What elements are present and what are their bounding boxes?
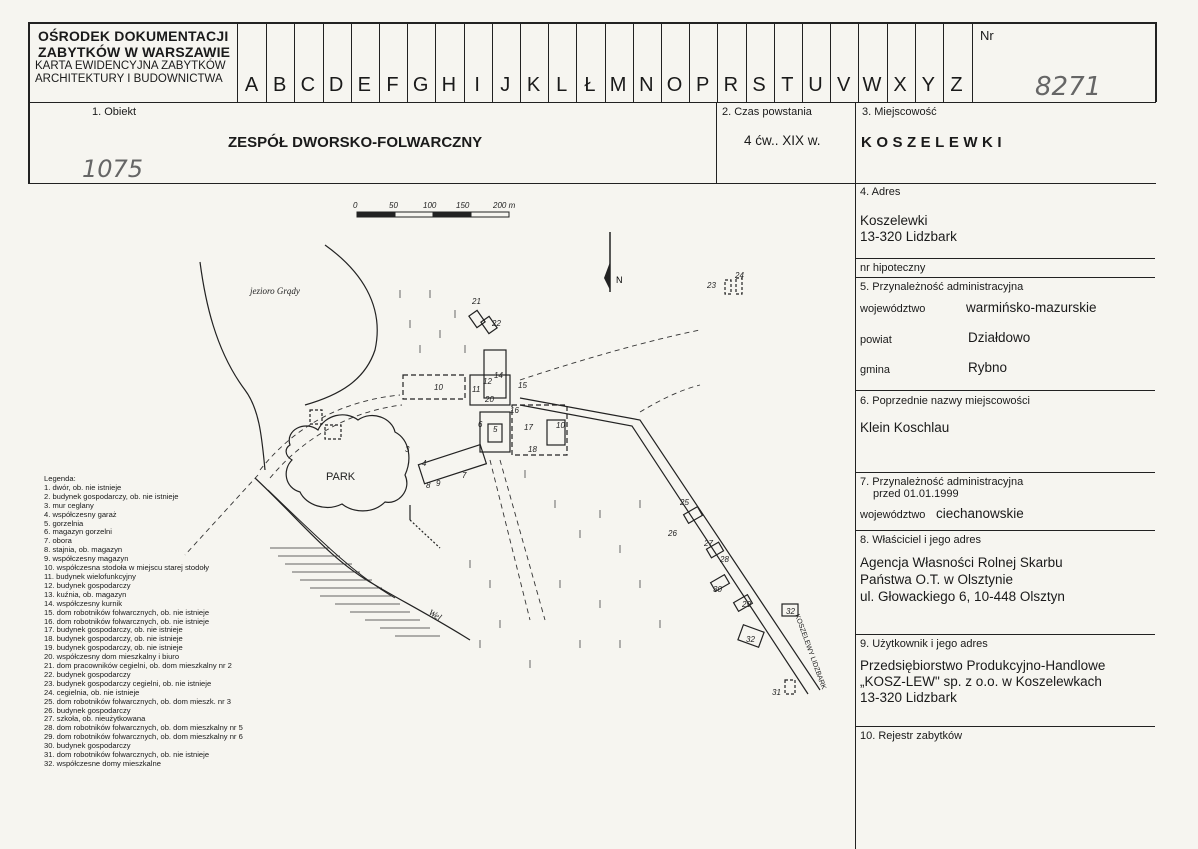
- legend-item: 25. dom robotników folwarcznych, ob. dom mieszk. nr 3: [44, 696, 231, 706]
- field5-label: 5. Przynależność administracyjna: [860, 281, 1024, 293]
- svg-text:26: 26: [668, 529, 677, 538]
- legend-item: 14. współczesny kurnik: [44, 598, 123, 608]
- field7-label-line1: 7. Przynależność administracyjna: [860, 476, 1024, 488]
- park-label: PARK: [326, 471, 356, 483]
- object-handwritten-number: 1075: [82, 155, 144, 183]
- prior-voivodeship-value: ciechanowskie: [936, 506, 1024, 521]
- index-letter-24: X: [893, 74, 907, 96]
- divider-4b: [855, 277, 1155, 278]
- index-letter-21: U: [808, 74, 823, 96]
- legend-item: 11. budynek wielofunkcyjny: [44, 571, 136, 581]
- address-line2: 13-320 Lidzbark: [860, 229, 957, 244]
- svg-text:7: 7: [462, 471, 467, 480]
- index-letter-16: O: [666, 74, 683, 96]
- svg-text:22: 22: [492, 319, 501, 328]
- legend-item: 24. cegielnia, ob. nie istnieje: [44, 687, 140, 697]
- index-letter-9: I: [474, 74, 480, 96]
- svg-text:5: 5: [493, 425, 498, 434]
- commune-value: Rybno: [968, 360, 1008, 375]
- letter-divider: [943, 22, 944, 103]
- index-letter-15: N: [639, 74, 654, 96]
- index-letter-5: E: [357, 74, 371, 96]
- legend-item: 22. budynek gospodarczy: [44, 669, 131, 679]
- legend-item: 1. dwór, ob. nie istnieje: [44, 482, 122, 492]
- field1-label: 1. Obiekt: [92, 106, 137, 118]
- legend-item: 9. współczesny magazyn: [44, 554, 129, 564]
- address-line1: Koszelewki: [860, 213, 928, 228]
- svg-text:12: 12: [483, 377, 492, 386]
- field6-label: 6. Poprzednie nazwy miejscowości: [860, 395, 1030, 407]
- svg-text:24: 24: [735, 271, 744, 280]
- divider-7: [855, 530, 1155, 531]
- voivodeship-label: województwo: [860, 303, 926, 315]
- index-letter-11: K: [526, 74, 541, 96]
- field4-label: 4. Adres: [860, 186, 901, 198]
- divider-5: [855, 390, 1155, 391]
- field7-label-line2: przed 01.01.1999: [873, 488, 959, 500]
- legend-items: [44, 484, 243, 769]
- svg-text:27: 27: [704, 539, 713, 548]
- legend-item: 31. dom robotników folwarcznych, ob. nie istnieje: [44, 750, 210, 760]
- index-letter-22: V: [837, 74, 851, 96]
- index-letter-26: Z: [950, 74, 963, 96]
- map-legend: [44, 475, 243, 769]
- river-label: Wel: [427, 607, 444, 623]
- legend-item: 32. współczesne domy mieszkalne: [44, 759, 161, 768]
- legend-item: 29. dom robotników folwarcznych, ob. dom mieszkalny nr 6: [44, 732, 243, 742]
- legend-item: 10. współczesna stodoła w miejscu starej stodoły: [44, 563, 210, 573]
- svg-text:18: 18: [528, 445, 537, 454]
- institution-line1: OŚRODEK DOKUMENTACJI: [38, 28, 229, 44]
- index-letter-19: S: [752, 74, 766, 96]
- scale-bar: [357, 212, 509, 217]
- road-label: KOSZELEWY LIDZBARK: [793, 613, 827, 691]
- locality: KOSZELEWKI: [861, 134, 1006, 151]
- svg-text:30: 30: [713, 585, 722, 594]
- legend-item: 18. budynek gospodarczy, ob. nie istnieje: [44, 634, 183, 644]
- scale-label-100: 100: [423, 201, 437, 210]
- legend-item: 13. kuźnia, ob. magazyn: [44, 589, 127, 599]
- legend-item: 27. szkoła, ob. nieużytkowana: [44, 714, 146, 724]
- svg-text:32: 32: [786, 607, 795, 616]
- divider-4: [855, 258, 1155, 259]
- field3-label: 3. Miejscowość: [862, 106, 937, 118]
- field8-label: 8. Właściciel i jego adres: [860, 534, 982, 546]
- legend-item: 30. budynek gospodarczy: [44, 741, 131, 751]
- svg-text:20: 20: [485, 395, 494, 404]
- lake-name: jezioro Grądy: [250, 286, 300, 296]
- svg-text:16: 16: [510, 406, 519, 415]
- svg-text:4: 4: [422, 459, 427, 468]
- county-label: powiat: [860, 334, 892, 346]
- index-letter-4: D: [328, 74, 344, 96]
- svg-text:25: 25: [680, 498, 689, 507]
- legend-item: 3. mur ceglany: [44, 500, 94, 510]
- north-label: N: [616, 275, 623, 285]
- nr-label: Nr: [980, 28, 994, 43]
- svg-text:31: 31: [772, 688, 781, 697]
- svg-text:10: 10: [434, 383, 443, 392]
- legend-item: 26. budynek gospodarczy: [44, 705, 131, 715]
- owner-line1: Agencja Własności Rolnej Skarbu: [860, 555, 1063, 570]
- north-arrow: [604, 232, 623, 292]
- legend-item: 6. magazyn gorzelni: [44, 527, 112, 537]
- legend-item: 2. budynek gospodarczy, ob. nie istnieje: [44, 491, 179, 501]
- svg-text:8: 8: [426, 481, 431, 490]
- nr-value-handwritten: 8271: [1035, 72, 1102, 102]
- index-letter-13: Ł: [584, 74, 596, 96]
- scale-label-0: 0: [353, 201, 358, 210]
- svg-text:17: 17: [524, 423, 533, 432]
- legend-item: 19. budynek gospodarczy, ob. nie istnieje: [44, 643, 183, 653]
- divider-6: [855, 472, 1155, 473]
- user-line2: „KOSZ-LEW" sp. z o.o. w Koszelewkach: [860, 674, 1102, 689]
- card-type-line2: ARCHITEKTURY I BUDOWNICTWA: [35, 73, 223, 85]
- letter-divider: [858, 22, 859, 103]
- scale-label-150: 150: [456, 201, 470, 210]
- divider-9: [855, 726, 1155, 727]
- svg-text:14: 14: [494, 371, 503, 380]
- card-type-line1: KARTA EWIDENCYJNA ZABYTKÓW: [35, 60, 226, 72]
- dashed-paths: [185, 330, 700, 623]
- svg-text:32: 32: [746, 635, 755, 644]
- svg-text:9: 9: [436, 479, 441, 488]
- institution-line2: ZABYTKÓW W WARSZAWIE: [38, 44, 231, 60]
- index-letter-20: T: [781, 74, 794, 96]
- legend-item: 23. budynek gospodarczy cegielni, ob. nie istnieje: [44, 678, 212, 688]
- legend-item: 28. dom robotników folwarcznych, ob. dom mieszkalny nr 5: [44, 723, 243, 733]
- letter-divider: [830, 22, 831, 103]
- svg-text:21: 21: [472, 297, 481, 306]
- wetland-hatching: [270, 548, 440, 636]
- index-letter-25: Y: [921, 74, 935, 96]
- commune-label: gmina: [860, 364, 890, 376]
- lake-shore: [200, 245, 377, 470]
- index-letter-14: M: [609, 74, 627, 96]
- legend-item: 21. dom pracowników cegielni, ob. dom mieszkalny nr 2: [44, 661, 232, 671]
- index-letter-17: P: [696, 74, 710, 96]
- frame-right: [1155, 22, 1157, 102]
- former-name: Klein Koschlau: [860, 420, 950, 435]
- lake-label: [249, 286, 300, 296]
- svg-text:29: 29: [742, 600, 751, 609]
- user-line3: 13-320 Lidzbark: [860, 690, 957, 705]
- county-value: Działdowo: [968, 330, 1031, 345]
- letter-divider: [915, 22, 916, 103]
- scale-label-200: 200 m: [493, 201, 516, 210]
- legend-item: 4. współczesny garaż: [44, 509, 117, 519]
- svg-text:15: 15: [518, 381, 527, 390]
- construction-time: 4 ćw.. XIX w.: [744, 133, 821, 148]
- divider-8: [855, 634, 1155, 635]
- scale-label-50: 50: [389, 201, 398, 210]
- field10-label: 10. Rejestr zabytków: [860, 730, 963, 742]
- user-line1: Przedsiębiorstwo Produkcyjno-Handlowe: [860, 658, 1106, 673]
- legend-item: 8. stajnia, ob. magazyn: [44, 545, 123, 555]
- building-numbers: [405, 271, 795, 697]
- svg-text:6: 6: [478, 420, 483, 429]
- index-letter-23: W: [862, 74, 882, 96]
- buildings: [310, 278, 798, 694]
- legend-item: 5. gorzelnia: [44, 518, 84, 528]
- field2-label: 2. Czas powstania: [722, 106, 812, 118]
- index-letter-2: B: [273, 74, 287, 96]
- mortgage-label: nr hipoteczny: [860, 262, 926, 274]
- index-letter-8: H: [441, 74, 457, 96]
- svg-text:28: 28: [720, 555, 729, 564]
- svg-text:10: 10: [556, 421, 565, 430]
- index-letter-18: R: [723, 74, 739, 96]
- index-letter-1: A: [244, 74, 259, 96]
- index-letter-12: L: [556, 74, 568, 96]
- index-letter-6: F: [386, 74, 399, 96]
- legend-item: 17. budynek gospodarczy, ob. nie istnieje: [44, 625, 183, 635]
- legend-title: Legenda:: [44, 474, 76, 483]
- svg-text:23: 23: [707, 281, 716, 290]
- letter-divider: [887, 22, 888, 103]
- legend-item: 16. dom robotników folwarcznych, ob. nie istnieje: [44, 616, 210, 626]
- object-name: ZESPÓŁ DWORSKO-FOLWARCZNY: [228, 134, 483, 151]
- index-letter-10: J: [500, 74, 511, 96]
- index-letter-7: G: [412, 74, 429, 96]
- owner-line3: ul. Głowackiego 6, 10-448 Olsztyn: [860, 589, 1065, 604]
- voivodeship-value: warmińsko-mazurskie: [966, 300, 1097, 315]
- letter-divider: [802, 22, 803, 103]
- svg-text:11: 11: [472, 385, 481, 394]
- legend-item: 7. obora: [44, 536, 72, 546]
- owner-line2: Państwa O.T. w Olsztynie: [860, 572, 1014, 587]
- legend-item: 12. budynek gospodarczy: [44, 580, 131, 590]
- prior-voivodeship-label: województwo: [860, 509, 926, 521]
- legend-item: 15. dom robotników folwarcznych, ob. nie istnieje: [44, 607, 210, 617]
- nr-left-border: [972, 22, 973, 103]
- svg-text:3: 3: [405, 445, 410, 454]
- legend-item: 20. współczesny dom mieszkalny i biuro: [44, 652, 180, 662]
- field9-label: 9. Użytkownik i jego adres: [860, 638, 988, 650]
- park-outline: [286, 415, 409, 511]
- index-letter-3: C: [300, 74, 316, 96]
- right-column-border: [855, 103, 856, 849]
